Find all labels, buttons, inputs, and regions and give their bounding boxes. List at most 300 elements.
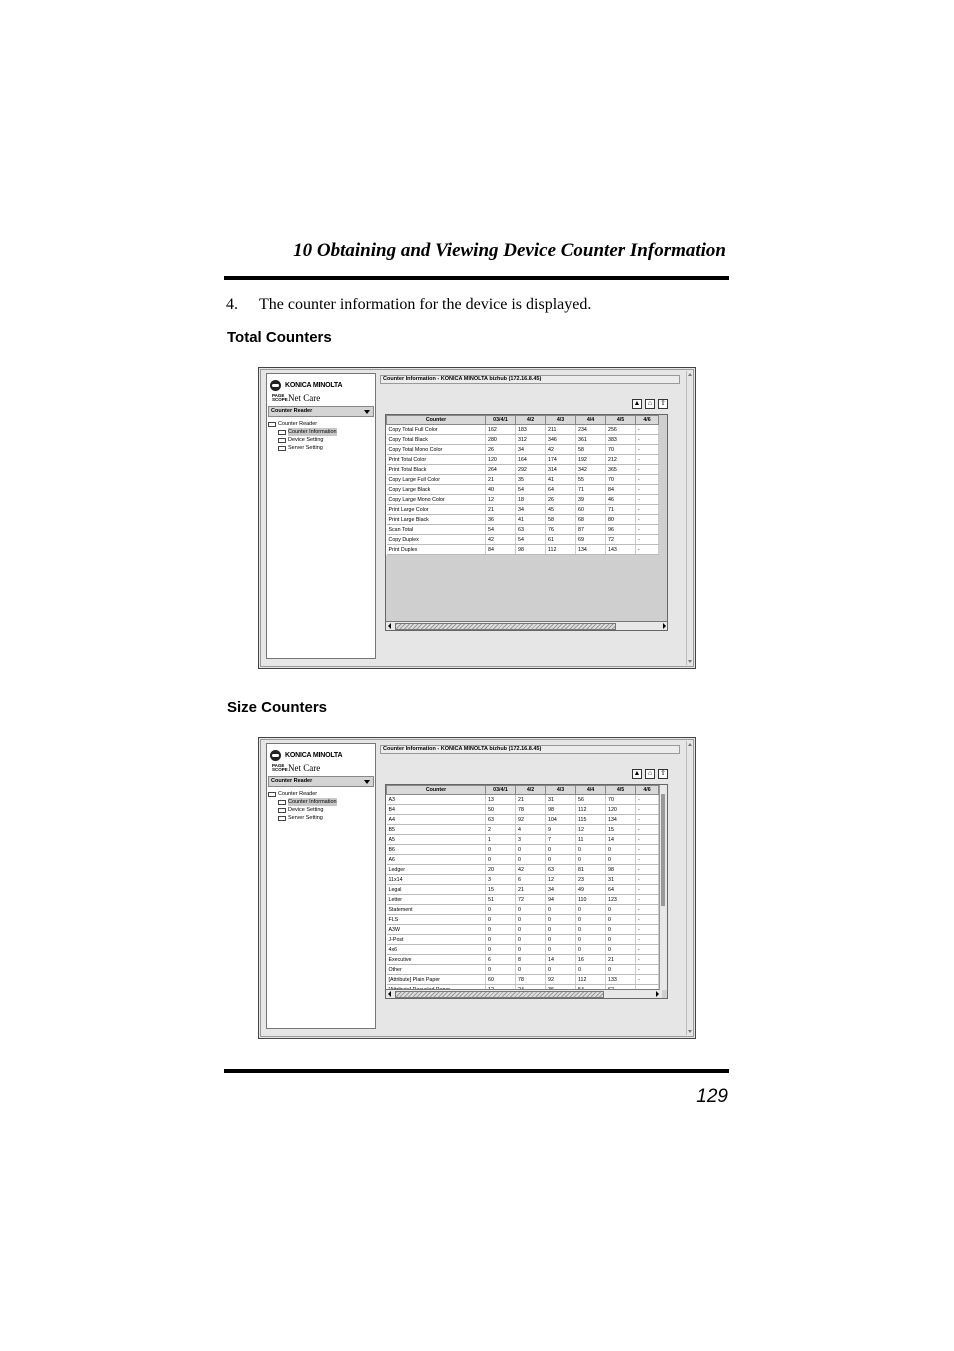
home-icon: ⌂ <box>647 770 653 777</box>
counter-value-cell: 0 <box>546 855 576 865</box>
brand-name: KONICA MINOLTA <box>285 751 343 759</box>
scroll-up-icon[interactable] <box>688 743 692 746</box>
counter-value-cell: 342 <box>576 465 606 475</box>
column-header[interactable]: 4/2 <box>516 416 546 425</box>
navigation-pane <box>266 743 376 1029</box>
counter-value-cell: 68 <box>576 515 606 525</box>
counter-value-cell: 0 <box>516 855 546 865</box>
counter-value-cell: 0 <box>606 945 636 955</box>
counter-value-cell: 84 <box>606 485 636 495</box>
table-row <box>387 965 659 975</box>
counter-value-cell: 312 <box>516 435 546 445</box>
counter-value-cell: 84 <box>486 545 516 555</box>
counter-value-cell: 0 <box>576 915 606 925</box>
section-heading-total: Total Counters <box>227 329 332 346</box>
counter-name-cell: A4 <box>387 815 486 825</box>
konica-minolta-logo-icon <box>270 380 281 391</box>
column-header[interactable]: Counter <box>387 786 486 795</box>
counter-value-cell: 64 <box>606 885 636 895</box>
counter-name-cell: Scan Total <box>387 525 486 535</box>
counter-value-cell: 0 <box>606 855 636 865</box>
counter-name-cell: B4 <box>387 805 486 815</box>
column-header[interactable]: 4/5 <box>606 416 636 425</box>
scroll-down-icon[interactable] <box>688 660 692 663</box>
step-4 <box>226 296 591 314</box>
counter-value-cell: 76 <box>546 525 576 535</box>
table-row <box>387 915 659 925</box>
tree-item-counter-information[interactable] <box>268 798 337 806</box>
counter-value-cell: 96 <box>606 525 636 535</box>
counter-value-cell: 0 <box>546 915 576 925</box>
counter-value-cell: 120 <box>606 805 636 815</box>
counter-value-cell: 20 <box>486 865 516 875</box>
home-icon: ⌂ <box>647 400 653 407</box>
counter-value-cell: 0 <box>546 965 576 975</box>
pagescope-mark: PAGE SCOPE <box>272 393 288 402</box>
counter-value-cell: 72 <box>516 895 546 905</box>
counter-value-cell: 63 <box>546 865 576 875</box>
counter-value-cell: - <box>636 835 659 845</box>
counter-value-cell: - <box>636 905 659 915</box>
counter-value-cell: - <box>636 435 659 445</box>
counter-value-cell: 50 <box>486 805 516 815</box>
brand-logo <box>270 749 342 761</box>
nav-buttons <box>632 769 668 779</box>
counter-value-cell: 133 <box>606 975 636 985</box>
counter-value-cell: 70 <box>606 445 636 455</box>
counter-value-cell: 49 <box>576 885 606 895</box>
tree-item-counter-reader[interactable] <box>268 790 337 798</box>
tree-label: Counter Reader <box>278 791 318 797</box>
footer-rule <box>224 1069 729 1073</box>
counter-value-cell: 234 <box>576 425 606 435</box>
column-header[interactable]: 03/4/1 <box>486 416 516 425</box>
counter-value-cell: 54 <box>516 535 546 545</box>
counter-value-cell: 120 <box>486 455 516 465</box>
counter-value-cell: - <box>636 455 659 465</box>
counter-value-cell: 0 <box>486 925 516 935</box>
counter-value-cell: - <box>636 485 659 495</box>
counter-value-cell: 7 <box>546 835 576 845</box>
scroll-left-icon[interactable] <box>388 991 391 997</box>
folder-icon <box>268 792 276 797</box>
counter-value-cell: 0 <box>606 965 636 975</box>
counter-value-cell: - <box>636 545 659 555</box>
counter-value-cell: - <box>636 935 659 945</box>
counter-value-cell: 0 <box>486 945 516 955</box>
counter-value-cell: 8 <box>516 955 546 965</box>
counter-value-cell: 87 <box>576 525 606 535</box>
section-heading-size: Size Counters <box>227 699 328 716</box>
counter-name-cell: [Attribute] Plain Paper <box>387 975 486 985</box>
counter-value-cell: 0 <box>486 905 516 915</box>
step-text: The counter information for the device is displayed. <box>259 296 592 313</box>
counter-value-cell: 110 <box>576 895 606 905</box>
tree-label: Counter Information <box>288 799 337 805</box>
column-header[interactable]: Counter <box>387 416 486 425</box>
table-row <box>387 955 659 965</box>
counter-name-cell: Print Large Color <box>387 505 486 515</box>
counter-name-cell: FLS <box>387 915 486 925</box>
counter-value-cell: - <box>636 805 659 815</box>
scroll-right-icon[interactable] <box>663 623 666 629</box>
column-header[interactable]: 4/2 <box>516 786 546 795</box>
scroll-up-icon[interactable] <box>688 373 692 376</box>
counter-value-cell: 0 <box>546 925 576 935</box>
column-header[interactable]: 4/3 <box>546 786 576 795</box>
counter-value-cell: 70 <box>606 795 636 805</box>
upload-icon: ⇧ <box>660 400 666 407</box>
table-row <box>387 515 659 525</box>
counter-value-cell: 4 <box>516 825 546 835</box>
counter-value-cell: 104 <box>546 815 576 825</box>
counter-value-cell: 78 <box>516 805 546 815</box>
counter-value-cell: 42 <box>546 445 576 455</box>
up-arrow-button[interactable] <box>632 399 642 409</box>
scroll-thumb[interactable] <box>395 991 604 998</box>
counter-value-cell: 42 <box>516 865 546 875</box>
counter-value-cell: 0 <box>516 965 546 975</box>
counter-value-cell: 46 <box>606 495 636 505</box>
counter-name-cell: Legal <box>387 885 486 895</box>
counter-name-cell: Copy Total Black <box>387 435 486 445</box>
counter-value-cell: 56 <box>576 795 606 805</box>
counter-value-cell: 361 <box>576 435 606 445</box>
folder-icon <box>278 430 286 435</box>
counter-name-cell: Copy Total Mono Color <box>387 445 486 455</box>
window-title: Counter Information - KONICA MINOLTA bizhub (172.16.8.45) <box>380 375 680 384</box>
counter-value-cell: 0 <box>486 935 516 945</box>
counter-value-cell: 92 <box>546 975 576 985</box>
counter-value-cell: 98 <box>606 865 636 875</box>
folder-icon <box>278 808 286 813</box>
counter-value-cell: 55 <box>576 475 606 485</box>
folder-tree <box>268 420 337 452</box>
counter-name-cell: Letter <box>387 895 486 905</box>
counter-value-cell: 92 <box>516 815 546 825</box>
horizontal-scrollbar[interactable] <box>386 621 668 630</box>
counter-value-cell: 134 <box>576 545 606 555</box>
product-logo <box>272 393 320 403</box>
counter-value-cell: - <box>636 855 659 865</box>
navigation-pane <box>266 373 376 659</box>
tree-label: Device Setting <box>288 807 324 813</box>
counter-value-cell: 21 <box>486 505 516 515</box>
counter-value-cell: 12 <box>486 495 516 505</box>
tree-label: Counter Information <box>288 429 337 435</box>
counter-value-cell: - <box>636 845 659 855</box>
counter-value-cell: - <box>636 875 659 885</box>
counter-value-cell: 0 <box>486 855 516 865</box>
table-row <box>387 455 659 465</box>
counter-value-cell: - <box>636 885 659 895</box>
counter-value-cell: 0 <box>576 845 606 855</box>
counter-value-cell: 0 <box>576 905 606 915</box>
scroll-down-icon[interactable] <box>688 1030 692 1033</box>
step-number: 4. <box>226 296 238 313</box>
counter-value-cell: 63 <box>516 525 546 535</box>
counter-value-cell: 21 <box>606 955 636 965</box>
page-scrollbar[interactable] <box>686 741 693 1035</box>
counter-value-cell: 42 <box>486 535 516 545</box>
counter-value-cell: 123 <box>606 895 636 905</box>
counter-value-cell: 212 <box>606 455 636 465</box>
vertical-scrollbar[interactable] <box>659 785 667 990</box>
counter-name-cell: Copy Large Mono Color <box>387 495 486 505</box>
folder-icon <box>278 446 286 451</box>
counter-table <box>386 785 659 995</box>
counter-reader-select[interactable] <box>268 776 374 787</box>
counter-value-cell: 0 <box>606 925 636 935</box>
table-row <box>387 935 659 945</box>
product-name: Net Care <box>288 763 321 773</box>
counter-name-cell: A6 <box>387 855 486 865</box>
up-arrow-button[interactable] <box>632 769 642 779</box>
counter-value-cell: 15 <box>486 885 516 895</box>
counter-value-cell: 134 <box>606 815 636 825</box>
up-arrow-icon: ▲ <box>633 400 641 407</box>
counter-value-cell: 71 <box>576 485 606 495</box>
counter-value-cell: 9 <box>546 825 576 835</box>
column-header[interactable]: 4/3 <box>546 416 576 425</box>
counter-value-cell: 280 <box>486 435 516 445</box>
counter-value-cell: 78 <box>516 975 546 985</box>
counter-value-cell: 21 <box>516 795 546 805</box>
table-row <box>387 485 659 495</box>
table-row <box>387 535 659 545</box>
counter-value-cell: 0 <box>576 935 606 945</box>
counter-value-cell: 69 <box>576 535 606 545</box>
counter-value-cell: - <box>636 825 659 835</box>
counter-value-cell: 63 <box>486 815 516 825</box>
counter-value-cell: 314 <box>546 465 576 475</box>
counter-value-cell: 54 <box>486 525 516 535</box>
counter-value-cell: 0 <box>516 915 546 925</box>
tree-item-counter-information[interactable] <box>268 428 337 436</box>
table-row <box>387 885 659 895</box>
folder-icon <box>268 422 276 427</box>
table-row <box>387 825 659 835</box>
counter-value-cell: 0 <box>546 905 576 915</box>
counter-value-cell: 34 <box>516 505 546 515</box>
counter-value-cell: 58 <box>546 515 576 525</box>
table-row <box>387 975 659 985</box>
counter-value-cell: 81 <box>576 865 606 875</box>
chapter-title: 10 Obtaining and Viewing Device Counter Information <box>293 240 726 261</box>
counter-name-cell: Executive <box>387 955 486 965</box>
counter-value-cell: - <box>636 465 659 475</box>
tree-label: Device Setting <box>288 437 324 443</box>
column-header[interactable]: 4/4 <box>576 786 606 795</box>
counter-name-cell: 4x6 <box>387 945 486 955</box>
column-header[interactable]: 4/6 <box>636 416 659 425</box>
column-header[interactable]: 4/4 <box>576 416 606 425</box>
scroll-thumb[interactable] <box>395 623 616 630</box>
counter-value-cell: - <box>636 975 659 985</box>
table-row <box>387 425 659 435</box>
counter-value-cell: - <box>636 445 659 455</box>
counter-value-cell: - <box>636 795 659 805</box>
upload-button[interactable] <box>658 769 668 779</box>
counter-table-container <box>385 414 668 631</box>
counter-value-cell: 31 <box>546 795 576 805</box>
tree-item-counter-reader[interactable] <box>268 420 337 428</box>
counter-table-container <box>385 784 668 999</box>
counter-value-cell: 14 <box>546 955 576 965</box>
counter-value-cell: 98 <box>546 805 576 815</box>
counter-value-cell: 6 <box>486 955 516 965</box>
counter-value-cell: - <box>636 515 659 525</box>
table-row <box>387 495 659 505</box>
tree-label: Counter Reader <box>278 421 318 427</box>
counter-value-cell: 45 <box>546 505 576 515</box>
counter-name-cell: Copy Large Full Color <box>387 475 486 485</box>
product-name: Net Care <box>288 393 321 403</box>
counter-value-cell: 23 <box>576 875 606 885</box>
scroll-thumb[interactable] <box>661 794 665 906</box>
counter-name-cell: A3 <box>387 795 486 805</box>
table-row <box>387 805 659 815</box>
folder-icon <box>278 438 286 443</box>
counter-value-cell: 0 <box>576 945 606 955</box>
counter-value-cell: 0 <box>576 965 606 975</box>
counter-value-cell: 112 <box>576 975 606 985</box>
counter-value-cell: 12 <box>576 825 606 835</box>
counter-name-cell: Copy Total Full Color <box>387 425 486 435</box>
counter-name-cell: Ledger <box>387 865 486 875</box>
window-title: Counter Information - KONICA MINOLTA bizhub (172.16.8.45) <box>380 745 680 754</box>
counter-value-cell: 13 <box>486 795 516 805</box>
counter-value-cell: 0 <box>606 845 636 855</box>
counter-name-cell: B6 <box>387 845 486 855</box>
counter-value-cell: 192 <box>576 455 606 465</box>
home-button[interactable] <box>645 769 655 779</box>
counter-value-cell: 61 <box>546 535 576 545</box>
counter-value-cell: - <box>636 965 659 975</box>
horizontal-scrollbar[interactable] <box>386 989 662 998</box>
counter-value-cell: 0 <box>486 845 516 855</box>
table-row <box>387 925 659 935</box>
counter-name-cell: Print Large Black <box>387 515 486 525</box>
counter-value-cell: 3 <box>486 875 516 885</box>
table-row <box>387 475 659 485</box>
counter-value-cell: 26 <box>486 445 516 455</box>
tree-item-device-setting[interactable] <box>268 436 337 444</box>
folder-tree <box>268 790 337 822</box>
pagescope-mark: PAGE SCOPE <box>272 763 288 772</box>
counter-value-cell: 80 <box>606 515 636 525</box>
counter-name-cell: A3W <box>387 925 486 935</box>
counter-value-cell: - <box>636 425 659 435</box>
table-row <box>387 865 659 875</box>
counter-value-cell: 183 <box>516 425 546 435</box>
counter-value-cell: 292 <box>516 465 546 475</box>
counter-value-cell: - <box>636 475 659 485</box>
counter-value-cell: 6 <box>516 875 546 885</box>
counter-value-cell: 112 <box>576 805 606 815</box>
nav-buttons <box>632 399 668 409</box>
counter-value-cell: 34 <box>516 445 546 455</box>
counter-value-cell: 14 <box>606 835 636 845</box>
table-row <box>387 855 659 865</box>
counter-value-cell: 12 <box>546 875 576 885</box>
column-header[interactable]: 03/4/1 <box>486 786 516 795</box>
counter-value-cell: 15 <box>606 825 636 835</box>
counter-value-cell: 64 <box>546 485 576 495</box>
counter-name-cell: Copy Large Black <box>387 485 486 495</box>
counter-reader-select[interactable] <box>268 406 374 417</box>
counter-value-cell: 11 <box>576 835 606 845</box>
tree-item-server-setting[interactable] <box>268 444 337 452</box>
counter-value-cell: - <box>636 495 659 505</box>
upload-button[interactable] <box>658 399 668 409</box>
counter-value-cell: 36 <box>486 515 516 525</box>
screenshot-size-counters <box>258 737 696 1039</box>
up-arrow-icon: ▲ <box>633 770 641 777</box>
table-header-row <box>387 416 659 425</box>
column-header[interactable]: 4/5 <box>606 786 636 795</box>
counter-value-cell: 0 <box>606 935 636 945</box>
counter-value-cell: - <box>636 535 659 545</box>
counter-name-cell: A5 <box>387 835 486 845</box>
counter-value-cell: 0 <box>546 845 576 855</box>
table-row <box>387 815 659 825</box>
home-button[interactable] <box>645 399 655 409</box>
product-logo <box>272 763 320 773</box>
counter-value-cell: 3 <box>516 835 546 845</box>
content-pane <box>380 743 680 1029</box>
counter-value-cell: 94 <box>546 895 576 905</box>
page-scrollbar[interactable] <box>686 371 693 665</box>
table-row <box>387 945 659 955</box>
counter-value-cell: - <box>636 815 659 825</box>
tree-label: Server Setting <box>288 445 323 451</box>
counter-value-cell: 256 <box>606 425 636 435</box>
tree-item-server-setting[interactable] <box>268 814 337 822</box>
counter-value-cell: 60 <box>486 975 516 985</box>
table-row <box>387 525 659 535</box>
screenshot-total-counters <box>258 367 696 669</box>
content-pane <box>380 373 680 659</box>
counter-value-cell: 0 <box>576 925 606 935</box>
counter-value-cell: 18 <box>516 495 546 505</box>
tree-label: Server Setting <box>288 815 323 821</box>
column-header[interactable]: 4/6 <box>636 786 659 795</box>
counter-value-cell: 0 <box>516 845 546 855</box>
counter-reader-select-label: Counter Reader <box>271 408 313 414</box>
counter-name-cell: Statement <box>387 905 486 915</box>
counter-value-cell: 98 <box>516 545 546 555</box>
chevron-down-icon <box>364 410 370 414</box>
counter-value-cell: 72 <box>606 535 636 545</box>
counter-value-cell: 0 <box>546 935 576 945</box>
table-row <box>387 465 659 475</box>
table-row <box>387 435 659 445</box>
counter-value-cell: 0 <box>606 915 636 925</box>
counter-value-cell: 143 <box>606 545 636 555</box>
counter-value-cell: 0 <box>546 945 576 955</box>
counter-value-cell: 16 <box>576 955 606 965</box>
counter-value-cell: 21 <box>516 885 546 895</box>
page-number: 129 <box>696 1086 728 1107</box>
upload-icon: ⇧ <box>660 770 666 777</box>
counter-value-cell: - <box>636 895 659 905</box>
scroll-left-icon[interactable] <box>388 623 391 629</box>
counter-value-cell: 51 <box>486 895 516 905</box>
table-row <box>387 795 659 805</box>
tree-item-device-setting[interactable] <box>268 806 337 814</box>
scroll-right-icon[interactable] <box>656 991 659 997</box>
